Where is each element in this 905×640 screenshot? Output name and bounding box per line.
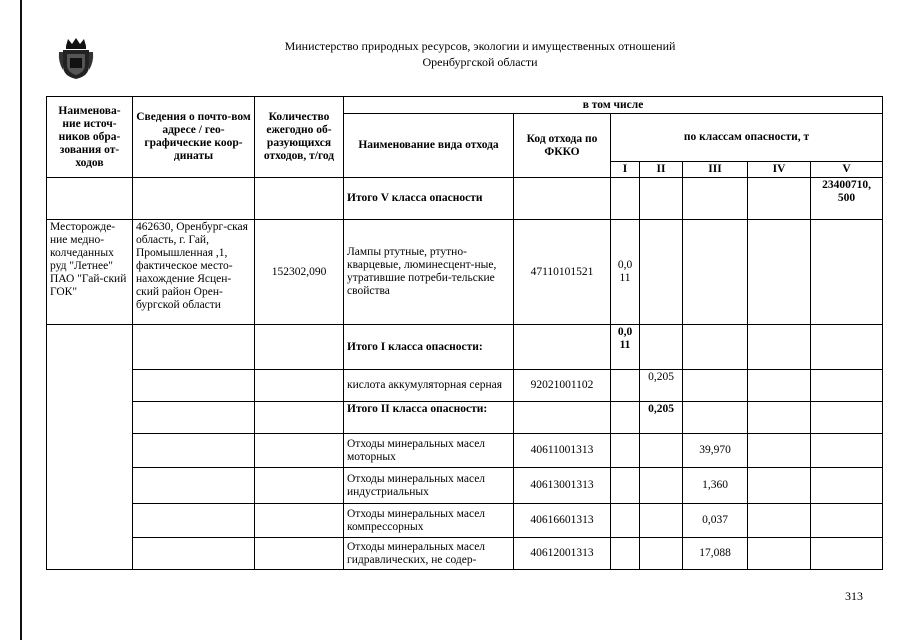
empty-cell: [811, 220, 883, 325]
col-classes-header: по классам опасности, т: [611, 114, 883, 162]
col-address-header: Сведения о почто-вом адресе / гео-графические коор-динаты: [133, 97, 255, 178]
empty-cell: [133, 504, 255, 538]
empty-cell: [611, 538, 640, 570]
empty-cell: [133, 538, 255, 570]
empty-cell: [748, 178, 811, 220]
total-class-i-value: 0,0 11: [611, 325, 640, 370]
empty-cell: [683, 370, 748, 402]
total-class-i-row: [47, 325, 883, 370]
source-name-cell: Месторожде-ние медно-колчеданных руд "Летнее" ПАО "Гай-ский ГОК": [47, 220, 133, 325]
source-address-cell: 462630, Оренбург-ская область, г. Гай, Промышленная ,1, фактическое место-нахождение Ясцен-ский район Орен-бургской области: [133, 220, 255, 325]
document-header: [230, 38, 730, 70]
empty-cell: [683, 220, 748, 325]
empty-cell: [47, 178, 133, 220]
empty-cell: [47, 325, 133, 570]
total-class-v-value: 23400710, 500: [811, 178, 883, 220]
empty-cell: [255, 468, 344, 504]
class-3-value-cell: 17,088: [683, 538, 748, 570]
class-3-value-cell: 1,360: [683, 468, 748, 504]
empty-cell: [255, 178, 344, 220]
empty-cell: [133, 434, 255, 468]
empty-cell: [640, 178, 683, 220]
page-number: 313: [845, 589, 863, 603]
waste-code-cell: 40611001313: [514, 434, 611, 468]
empty-cell: [748, 538, 811, 570]
empty-cell: [133, 325, 255, 370]
col-code-header: Код отхода по ФККО: [514, 114, 611, 178]
col-source-header: Наименова-ние источ-ников обра-зования от-ходов: [47, 97, 133, 178]
acid-row: [47, 370, 883, 402]
empty-cell: [811, 370, 883, 402]
empty-cell: [811, 504, 883, 538]
empty-cell: [611, 370, 640, 402]
empty-cell: [255, 402, 344, 434]
waste-name-cell: Лампы ртутные, ртутно-кварцевые, люминесцент-ные, утратившие потреби-тельские свойства: [344, 220, 514, 325]
class-4-header: IV: [748, 162, 811, 178]
empty-cell: [255, 504, 344, 538]
empty-cell: [640, 538, 683, 570]
waste-name-cell: Отходы минеральных масел гидравлических, не содер-: [344, 538, 514, 570]
empty-cell: [514, 325, 611, 370]
waste-name-cell: кислота аккумуляторная серная: [344, 370, 514, 402]
empty-cell: [811, 325, 883, 370]
orenburg-coat-of-arms-icon: [58, 36, 94, 80]
empty-cell: [255, 538, 344, 570]
waste-code-cell: 47110101521: [514, 220, 611, 325]
empty-cell: [683, 325, 748, 370]
class-1-value-cell: 0,0 11: [611, 220, 640, 325]
empty-cell: [611, 434, 640, 468]
empty-cell: [640, 468, 683, 504]
empty-cell: [255, 370, 344, 402]
class-1-header: I: [611, 162, 640, 178]
empty-cell: [133, 178, 255, 220]
col-waste-name-header: Наименование вида отхода: [344, 114, 514, 178]
empty-cell: [811, 434, 883, 468]
source-quantity-cell: 152302,090: [255, 220, 344, 325]
empty-cell: [683, 402, 748, 434]
empty-cell: [683, 178, 748, 220]
oil-row-2: [47, 468, 883, 504]
empty-cell: [611, 468, 640, 504]
class-3-value-cell: 0,037: [683, 504, 748, 538]
waste-code-cell: 40616601313: [514, 504, 611, 538]
empty-cell: [748, 504, 811, 538]
waste-code-cell: 92021001102: [514, 370, 611, 402]
waste-sources-table: [46, 96, 883, 570]
empty-cell: [640, 504, 683, 538]
empty-cell: [640, 325, 683, 370]
empty-cell: [748, 468, 811, 504]
total-class-ii-value: 0,205: [640, 402, 683, 434]
class-2-header: II: [640, 162, 683, 178]
region-name: Оренбургской области: [422, 55, 538, 69]
total-class-v-label: Итого V класса опасности: [344, 178, 514, 220]
waste-code-cell: 40613001313: [514, 468, 611, 504]
waste-name-cell: Отходы минеральных масел индустриальных: [344, 468, 514, 504]
empty-cell: [748, 325, 811, 370]
empty-cell: [748, 370, 811, 402]
empty-cell: [640, 434, 683, 468]
waste-name-cell: Отходы минеральных масел моторных: [344, 434, 514, 468]
class-3-value-cell: 39,970: [683, 434, 748, 468]
total-class-ii-row: [47, 402, 883, 434]
header-row-1: [47, 97, 883, 114]
waste-name-cell: Отходы минеральных масел компрессорных: [344, 504, 514, 538]
total-class-ii-label: Итого II класса опасности:: [344, 402, 514, 434]
waste-code-cell: 40612001313: [514, 538, 611, 570]
col-quantity-header: Количество ежегодно об-разующихся отходов, т/год: [255, 97, 344, 178]
empty-cell: [811, 468, 883, 504]
page-left-edge: [20, 0, 22, 640]
class-3-header: III: [683, 162, 748, 178]
empty-cell: [811, 538, 883, 570]
class-2-value-cell: 0,205: [640, 370, 683, 402]
oil-row-4: [47, 538, 883, 570]
oil-row-1: [47, 434, 883, 468]
source-row: [47, 220, 883, 325]
empty-cell: [133, 402, 255, 434]
oil-row-3: [47, 504, 883, 538]
empty-cell: [255, 434, 344, 468]
ministry-name: Министерство природных ресурсов, экологии и имущественных отношений: [284, 39, 676, 53]
empty-cell: [748, 402, 811, 434]
empty-cell: [748, 220, 811, 325]
empty-cell: [255, 325, 344, 370]
empty-cell: [811, 402, 883, 434]
class-5-header: V: [811, 162, 883, 178]
empty-cell: [611, 402, 640, 434]
empty-cell: [133, 370, 255, 402]
total-class-i-label: Итого I класса опасности:: [344, 325, 514, 370]
empty-cell: [514, 402, 611, 434]
empty-cell: [611, 178, 640, 220]
empty-cell: [133, 468, 255, 504]
empty-cell: [640, 220, 683, 325]
empty-cell: [748, 434, 811, 468]
empty-cell: [611, 504, 640, 538]
total-class-v-row: [47, 178, 883, 220]
col-including-header: в том числе: [344, 97, 883, 114]
empty-cell: [514, 178, 611, 220]
